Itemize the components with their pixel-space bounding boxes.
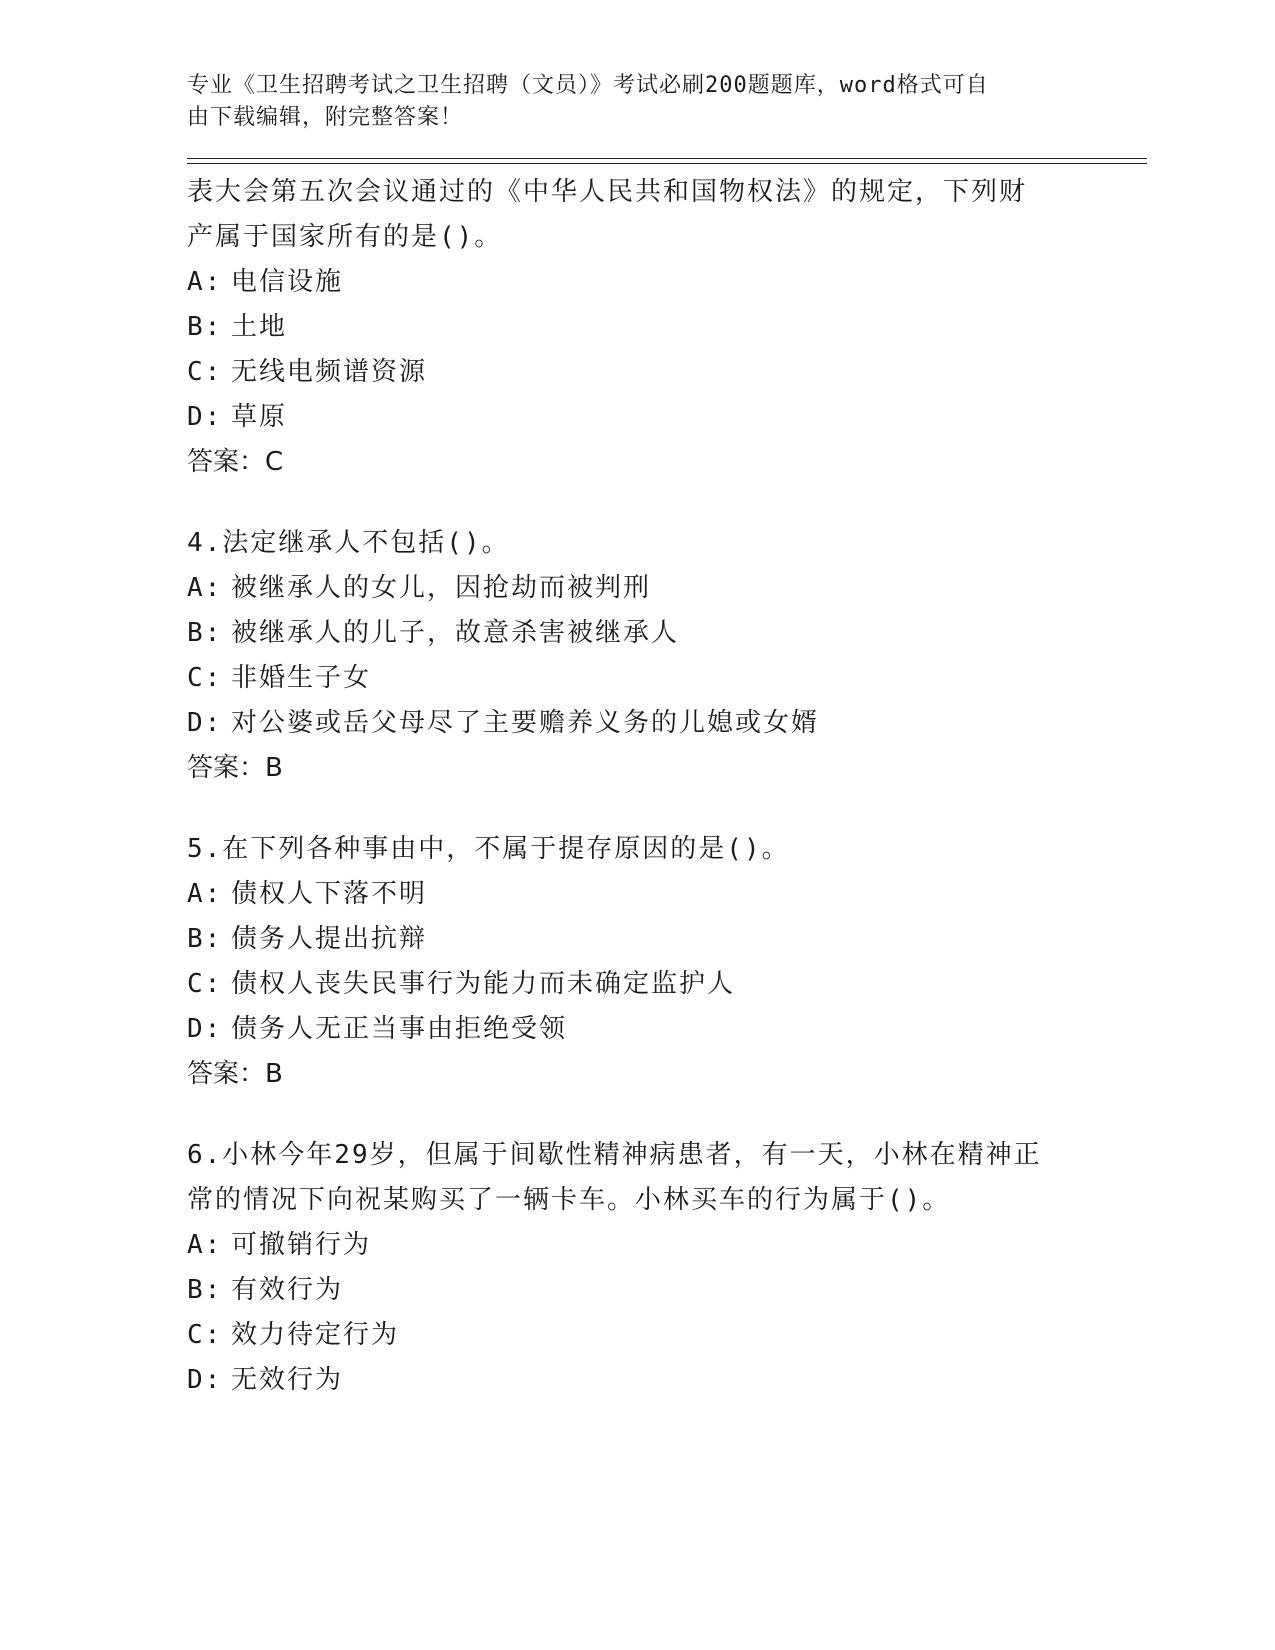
option-letter: C: (187, 1320, 223, 1350)
answer-line: 答案：C (187, 447, 284, 477)
option-text: 无线电频谱资源 (231, 357, 428, 387)
option-letter: B: (187, 312, 223, 342)
option-letter: B: (187, 1275, 223, 1305)
question-list (187, 170, 1147, 1403)
option-letter: D: (187, 402, 223, 432)
option-letter: A: (187, 1230, 223, 1260)
option-b (187, 1268, 1147, 1313)
option-letter: B: (187, 924, 223, 954)
option-text: 债权人丧失民事行为能力而未确定监护人 (231, 969, 736, 999)
option-a (187, 566, 1147, 611)
question-3 (187, 170, 1147, 485)
question-text-line: 表大会第五次会议通过的《中华人民共和国物权法》的规定，下列财 (187, 177, 1028, 207)
option-text: 对公婆或岳父母尽了主要赡养义务的儿媳或女婿 (231, 708, 820, 738)
option-a (187, 1223, 1147, 1268)
header-line-1: 专业《卫生招聘考试之卫生招聘（文员）》考试必刷200题题库，word格式可自 (187, 73, 989, 98)
option-b (187, 917, 1147, 962)
option-d (187, 1007, 1147, 1052)
option-letter: C: (187, 357, 223, 387)
answer-line: 答案：B (187, 1059, 283, 1089)
question-text-line: 5.在下列各种事由中，不属于提存原因的是()。 (187, 834, 790, 864)
answer-line: 答案：B (187, 753, 283, 783)
header-double-rule (187, 158, 1147, 164)
option-letter: D: (187, 1365, 223, 1395)
option-c (187, 656, 1147, 701)
option-text: 被继承人的儿子，故意杀害被继承人 (231, 618, 680, 648)
header-line-2: 由下载编辑，附完整答案！ (187, 105, 464, 130)
option-c (187, 1313, 1147, 1358)
option-text: 可撤销行为 (231, 1230, 372, 1260)
option-text: 债务人无正当事由拒绝受领 (231, 1014, 568, 1044)
option-a (187, 260, 1147, 305)
option-text: 电信设施 (231, 267, 344, 297)
option-text: 债务人提出抗辩 (231, 924, 428, 954)
option-text: 有效行为 (231, 1275, 344, 1305)
option-b (187, 611, 1147, 656)
question-text-line: 4.法定继承人不包括()。 (187, 528, 510, 558)
question-text-line: 常的情况下向祝某购买了一辆卡车。小林买车的行为属于()。 (187, 1185, 951, 1215)
option-text: 被继承人的女儿，因抢劫而被判刑 (231, 573, 652, 603)
option-text: 草原 (231, 402, 288, 432)
option-d (187, 395, 1147, 440)
option-letter: D: (187, 708, 223, 738)
option-letter: B: (187, 618, 223, 648)
option-letter: C: (187, 969, 223, 999)
option-c (187, 962, 1147, 1007)
document-page (187, 70, 1147, 1439)
option-text: 无效行为 (231, 1365, 344, 1395)
question-4 (187, 521, 1147, 791)
option-text: 非婚生子女 (231, 663, 372, 693)
option-letter: A: (187, 267, 223, 297)
option-d (187, 1358, 1147, 1403)
document-header (187, 70, 1147, 134)
option-letter: D: (187, 1014, 223, 1044)
option-b (187, 305, 1147, 350)
question-text-line: 6.小林今年29岁，但属于间歇性精神病患者，有一天，小林在精神正 (187, 1140, 1042, 1170)
option-c (187, 350, 1147, 395)
option-text: 土地 (231, 312, 288, 342)
option-text: 效力待定行为 (231, 1320, 400, 1350)
option-letter: A: (187, 879, 223, 909)
question-6 (187, 1133, 1147, 1403)
option-letter: A: (187, 573, 223, 603)
option-letter: C: (187, 663, 223, 693)
option-a (187, 872, 1147, 917)
question-5 (187, 827, 1147, 1097)
option-text: 债权人下落不明 (231, 879, 428, 909)
option-d (187, 701, 1147, 746)
question-text-line: 产属于国家所有的是()。 (187, 222, 503, 252)
